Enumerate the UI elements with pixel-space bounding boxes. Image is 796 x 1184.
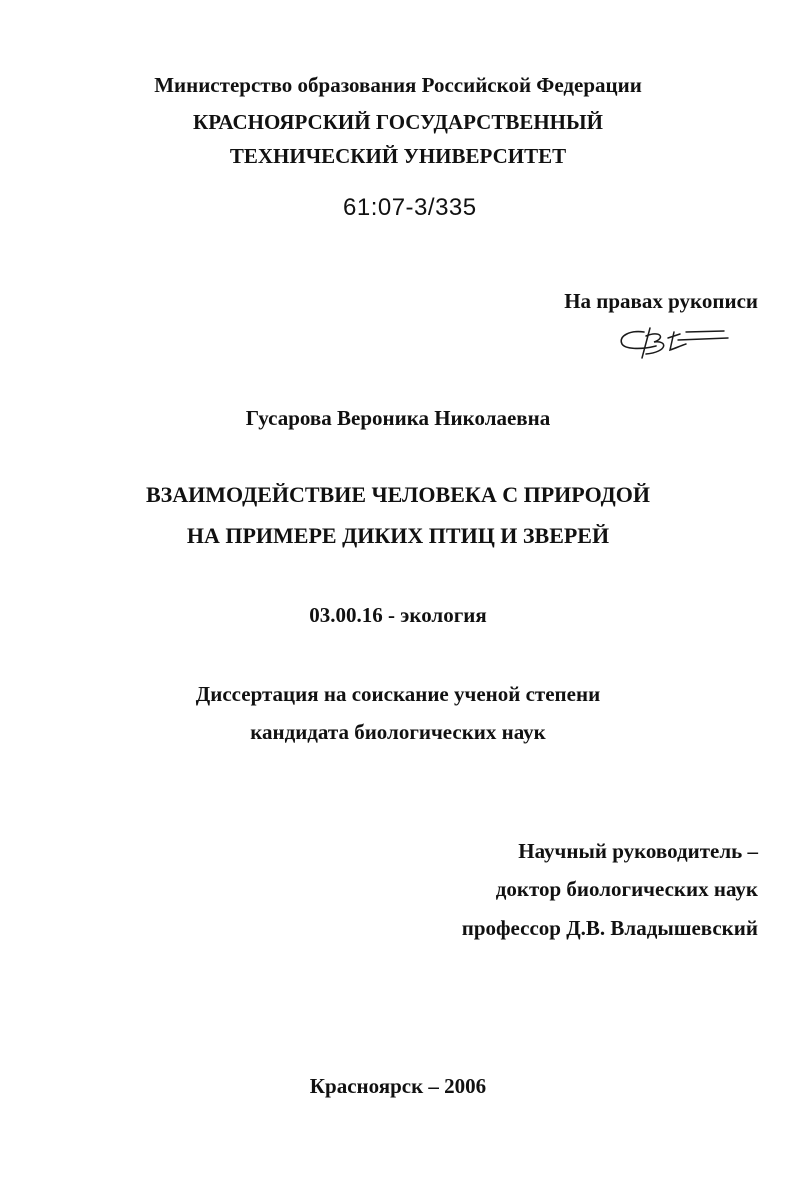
author-name: Гусарова Вероника Николаевна bbox=[245, 406, 551, 430]
manuscript-note: На правах рукописи bbox=[564, 289, 758, 313]
city-year: Красноярск – 2006 bbox=[309, 1074, 487, 1098]
catalog-number-stamp: 61:07-3/335 bbox=[343, 194, 477, 221]
dissertation-title-line2: НА ПРИМЕРЕ ДИКИХ ПТИЦ И ЗВЕРЕЙ bbox=[186, 523, 610, 548]
specialty-code: 03.00.16 - экология bbox=[309, 603, 487, 627]
signature-image bbox=[616, 322, 736, 362]
degree-line1: Диссертация на соискание ученой степени bbox=[195, 682, 601, 706]
supervisor-name: профессор Д.В. Владышевский bbox=[461, 916, 758, 940]
university-name-line2: ТЕХНИЧЕСКИЙ УНИВЕРСИТЕТ bbox=[229, 144, 567, 168]
supervisor-degree: доктор биологических наук bbox=[495, 877, 758, 901]
degree-line2: кандидата биологических наук bbox=[250, 720, 546, 744]
dissertation-title-line1: ВЗАИМОДЕЙСТВИЕ ЧЕЛОВЕКА С ПРИРОДОЙ bbox=[146, 482, 650, 507]
ministry-name: Министерство образования Российской Федерации bbox=[154, 73, 642, 97]
supervisor-role: Научный руководитель – bbox=[518, 839, 758, 863]
university-name-line1: КРАСНОЯРСКИЙ ГОСУДАРСТВЕННЫЙ bbox=[193, 110, 603, 134]
